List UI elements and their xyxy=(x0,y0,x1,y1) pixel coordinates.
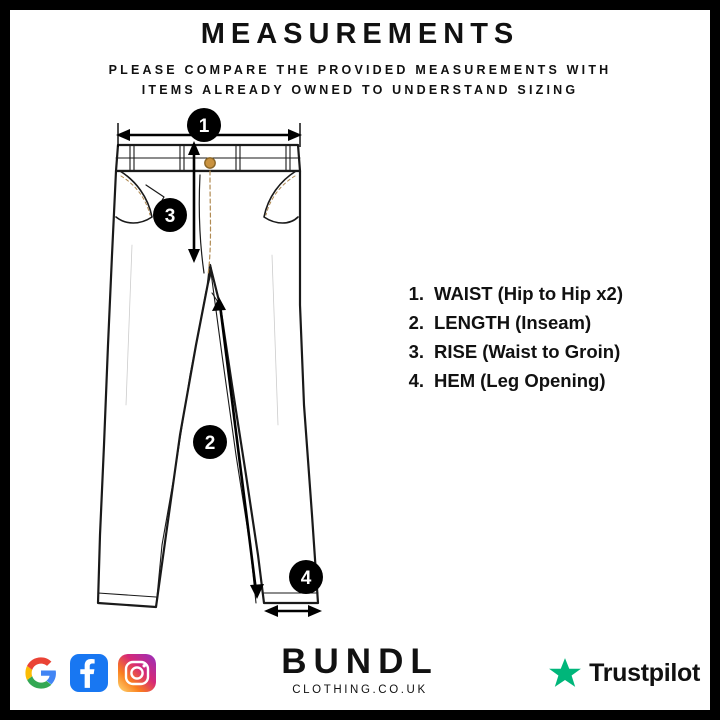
legend-label: RISE xyxy=(434,341,478,362)
callout-badge-1 xyxy=(187,108,221,142)
header xyxy=(0,18,720,100)
svg-text:2: 2 xyxy=(204,433,216,454)
legend-detail: (Inseam) xyxy=(515,312,592,333)
footer xyxy=(0,636,720,712)
jeans-technical-drawing xyxy=(60,105,420,625)
trustpilot-star-icon xyxy=(548,656,582,690)
svg-text:4: 4 xyxy=(300,568,312,589)
trustpilot-label: Trustpilot xyxy=(589,658,700,687)
svg-text:1: 1 xyxy=(198,116,210,137)
legend-detail: (Hip to Hip x2) xyxy=(497,283,623,304)
legend-number: 2. xyxy=(408,312,424,333)
measurement-legend xyxy=(398,283,698,399)
page-title: MEASUREMENTS xyxy=(200,18,520,50)
header-subtitle-line1: PLEASE COMPARE THE PROVIDED MEASUREMENTS WITH xyxy=(108,63,612,77)
legend-number: 4. xyxy=(408,370,424,391)
header-subtitle xyxy=(0,60,720,100)
legend-item-length xyxy=(398,312,698,334)
svg-text:3: 3 xyxy=(164,206,176,227)
legend-label: HEM xyxy=(434,370,476,391)
legend-number: 3. xyxy=(408,341,424,362)
legend-number: 1. xyxy=(408,283,424,304)
brand-domain: CLOTHING.CO.UK xyxy=(292,684,428,696)
callout-badge-3 xyxy=(153,198,187,232)
legend-label: WAIST xyxy=(434,283,493,304)
trustpilot-logo[interactable] xyxy=(548,656,700,690)
legend-item-rise xyxy=(398,341,698,363)
legend-detail: (Waist to Groin) xyxy=(482,341,621,362)
jeans-diagram xyxy=(60,105,420,625)
brand-name: BUNDL xyxy=(281,642,439,681)
legend-detail: (Leg Opening) xyxy=(480,370,606,391)
callout-badge-4 xyxy=(289,560,323,594)
legend-item-waist xyxy=(398,283,698,305)
header-subtitle-line2: ITEMS ALREADY OWNED TO UNDERSTAND SIZING xyxy=(141,83,579,97)
legend-label: LENGTH xyxy=(434,312,511,333)
callout-badge-2 xyxy=(193,425,227,459)
legend-item-hem xyxy=(398,370,698,392)
